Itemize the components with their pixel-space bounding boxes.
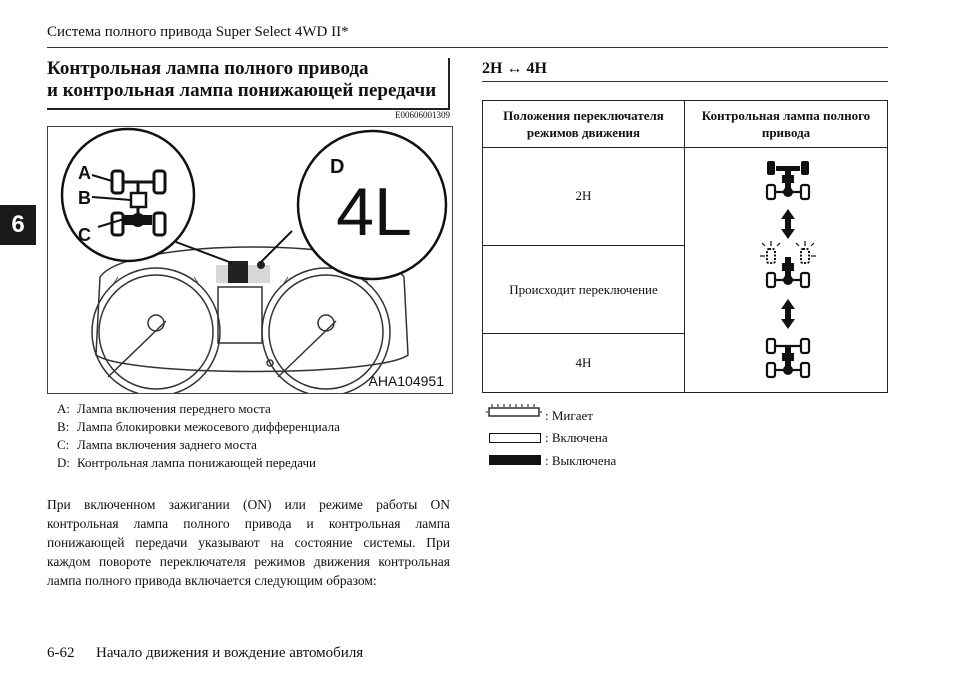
header-rule (47, 47, 888, 48)
table-row-2h: 2H (483, 148, 685, 246)
arrow-updown-icon (781, 299, 795, 329)
title-rule-tick (448, 58, 450, 108)
section-title-line2: и контрольная лампа понижающей передачи (47, 80, 437, 101)
callout-label-c: C (78, 225, 91, 245)
running-header: Система полного привода Super Select 4WD II* (47, 24, 349, 40)
status-legend-blinking: : Мигает (545, 408, 593, 423)
lamp-sequence-illustration (686, 149, 886, 387)
page-footer (47, 645, 363, 662)
mode-table (482, 100, 888, 393)
chapter-tab[interactable]: 6 (0, 205, 36, 245)
body-paragraph: При включенном зажигании (ON) или режиме работы ON контрольная лампа полного привода и контрольная лампа понижающей передачи указывают на состояние системы. При каждом повороте переключателя режимов движения контрольная лампа полного привода включается следующим образом: (47, 497, 450, 588)
section-title (47, 58, 450, 110)
callout-label-a: A (78, 163, 91, 183)
lamp-sequence-cell (685, 148, 888, 393)
status-legend-off: : Выключена (545, 453, 617, 468)
legend-item-b: B: Лампа блокировки межосевого дифференциала (57, 419, 340, 434)
dashboard-illustration (48, 127, 452, 393)
table-row-4h: 4H (483, 334, 685, 393)
subsection-title: 2H ↔ 4H (482, 60, 547, 77)
lamp-icon-2h (767, 161, 809, 199)
callout-label-b: B (78, 188, 91, 208)
lamp-icon-4h (767, 339, 809, 377)
lamp-4wd-square (228, 261, 248, 283)
on-swatch (489, 433, 541, 443)
off-swatch (489, 455, 541, 465)
table-row-switching: Происходит переключение (483, 245, 685, 334)
subsection-rule (482, 81, 888, 82)
arrow-updown-icon (781, 209, 795, 239)
status-legend-on: : Включена (545, 430, 608, 445)
callout-label-d: D (330, 156, 345, 178)
lamp-icon-transition (760, 241, 816, 287)
table-header-lamp: Контрольная лампа полного привода (685, 101, 888, 148)
legend-item-c: C: Лампа включения заднего моста (57, 437, 257, 452)
table-header-position: Положения переключателя режимов движения (483, 101, 685, 148)
footer-chapter-title: Начало движения и вождение автомобиля (96, 645, 364, 661)
page-number: 6-62 (47, 645, 75, 661)
figure-code: AHA104951 (368, 373, 444, 389)
dashboard-figure (47, 126, 453, 394)
legend-item-a: A: Лампа включения переднего моста (57, 401, 271, 416)
low-range-display: 4L (336, 174, 412, 250)
blinking-swatch (486, 404, 542, 418)
section-title-line1: Контрольная лампа полного привода (47, 58, 369, 79)
doc-code: E00606001309 (395, 110, 450, 120)
legend-item-d: D: Контрольная лампа понижающей передачи (57, 455, 316, 470)
